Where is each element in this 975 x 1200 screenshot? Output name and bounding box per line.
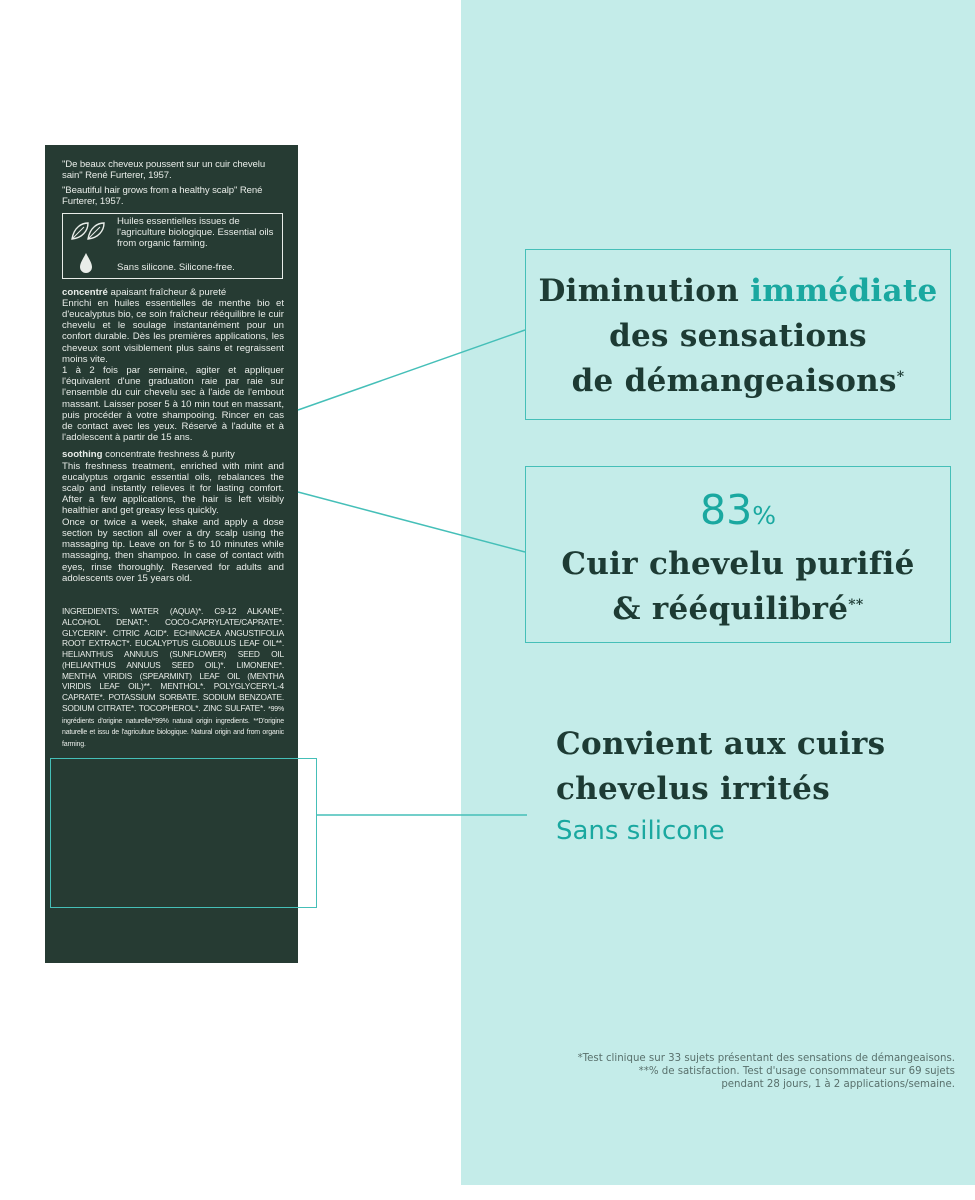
callout-itch-reduction — [525, 249, 951, 420]
suitability-line2: chevelus irrités — [556, 771, 830, 807]
callout-itch-text — [526, 269, 950, 404]
french-description — [62, 287, 284, 365]
callout-itch-line2: des sensations — [609, 318, 867, 354]
footnote-line1: *Test clinique sur 33 sujets présentant des sensations de démangeaisons. — [577, 1053, 955, 1064]
footnote-line2: **% de satisfaction. Test d'usage consommateur sur 69 sujets — [638, 1066, 955, 1077]
satisfaction-percent — [526, 485, 950, 541]
callout-purified-scalp — [525, 466, 951, 643]
callout-itch-line1-a: Diminution — [538, 273, 751, 309]
english-description — [62, 449, 284, 516]
french-usage: 1 à 2 fois par semaine, agiter et appliquer l'équivalent d'une graduation raie par raie sur l'ensemble du cuir chevelu sec à l'aide de l'embout massant. Laisser poser 5 à 10 min tout en massant, puis procéder à votre shampooing. Rincer en cas de contact avec les yeux. Réservé à l'adulte et à l'adolescent à partir de 15 ans. — [62, 365, 284, 444]
drop-icon — [79, 252, 93, 274]
satisfaction-percent-number: 83 — [700, 486, 753, 534]
quote-english: "Beautiful hair grows from a healthy scalp" René Furterer, 1957. — [62, 184, 263, 208]
english-title: soothing — [62, 449, 103, 461]
ingredients-highlight-box — [50, 758, 317, 908]
label-content — [62, 159, 284, 749]
quote-french: "De beaux cheveux poussent sur un cuir chevelu sain" René Furterer, 1957. — [62, 159, 266, 182]
callout-itch-line3 — [526, 359, 950, 404]
callout-itch-line3-text: de démangeaisons — [571, 363, 897, 399]
silicone-free-text: Sans silicone. Silicone-free. — [117, 261, 235, 273]
callout-purified-line1: Cuir chevelu purifié — [561, 546, 915, 582]
callout-purified-footnote-mark: ** — [848, 597, 864, 613]
callout-purified-text — [526, 542, 950, 632]
suitability-block — [556, 722, 956, 848]
callout-purified-line2 — [526, 587, 950, 632]
french-title: concentré — [62, 286, 108, 298]
english-usage: Once or twice a week, shake and apply a dose section by section all over a dry scalp using the massaging tip. Leave on for 5 to 10 minutes while massaging, then shampoo. In case of contact with eyes, rinse thoroughly. Reserved for adults and adolescents over 15 years old. — [62, 516, 284, 584]
english-title-rest: concentrate freshness & purity — [102, 449, 235, 461]
suitability-line1: Convient aux cuirs — [556, 726, 886, 762]
satisfaction-percent-sign: % — [752, 501, 776, 530]
suitability-heading — [556, 722, 956, 812]
ingredients-list — [62, 606, 284, 750]
ingredients-text: INGREDIENTS: WATER (AQUA)*. C9-12 ALKANE*. ALCOHOL DENAT.*. COCO-CAPRYLATE/CAPRATE*. GLYCERIN*. CITRIC ACID*. ECHINACEA ANGUSTIFOLIA ROOT EXTRACT*. EUCALYPTUS GLOBULUS LEAF OIL**. HELIANTHUS ANNUUS (SUNFLOWER) SEED OIL (HELIANTHUS ANNUUS SEED OIL)*. LIMONENE*. MENTHA VIRIDIS (SPEARMINT) LEAF OIL (MENTHA VIRIDIS LEAF OIL)**. MENTHOL*. POLYGLYCERYL-4 CAPRATE*. POTASSIUM SORBATE. SODIUM BENZOATE. SODIUM CITRATE*. TOCOPHEROL*. ZINC SULFATE*. — [62, 605, 284, 714]
leaf-icon — [68, 219, 108, 243]
footnote — [478, 1052, 955, 1091]
french-title-rest: apaisant fraîcheur & pureté — [107, 286, 227, 298]
callout-itch-footnote-mark: * — [896, 369, 905, 385]
callout-itch-highlight: immédiate — [750, 273, 938, 309]
silicone-free-claim: Sans silicone — [556, 816, 725, 846]
french-body: Enrichi en huiles essentielles de menthe bio et d'eucalyptus bio, ce soin fraîcheur rééquilibre le cuir chevelu et le soulage instantanément pour un confort durable. Dès les premières applications, les cheveux sont visiblement plus sains et regraissent moins vite. — [62, 297, 284, 365]
english-body: This freshness treatment, enriched with mint and eucalyptus organic essential oils, rebalances the scalp and instantly relieves it for lasting comfort. After a few applications, the hair is left visibly healthier and get greasy less quickly. — [62, 460, 284, 517]
eco-claims-box — [62, 213, 283, 279]
ingredients-note: *99% ingrédients d'origine naturelle/*99% natural origin ingredients. **D'origine naturelle et issu de l'agriculture biologique. Natural origin and from organic farming. — [62, 706, 284, 748]
callout-itch-line1 — [526, 269, 950, 314]
callout-purified-line2-text: & rééquilibré — [612, 591, 849, 627]
footnote-line3: pendant 28 jours, 1 à 2 applications/semaine. — [721, 1079, 955, 1090]
eco-oils-text: Huiles essentielles issues de l'agriculture biologique. Essential oils from organic farming. — [117, 215, 274, 250]
